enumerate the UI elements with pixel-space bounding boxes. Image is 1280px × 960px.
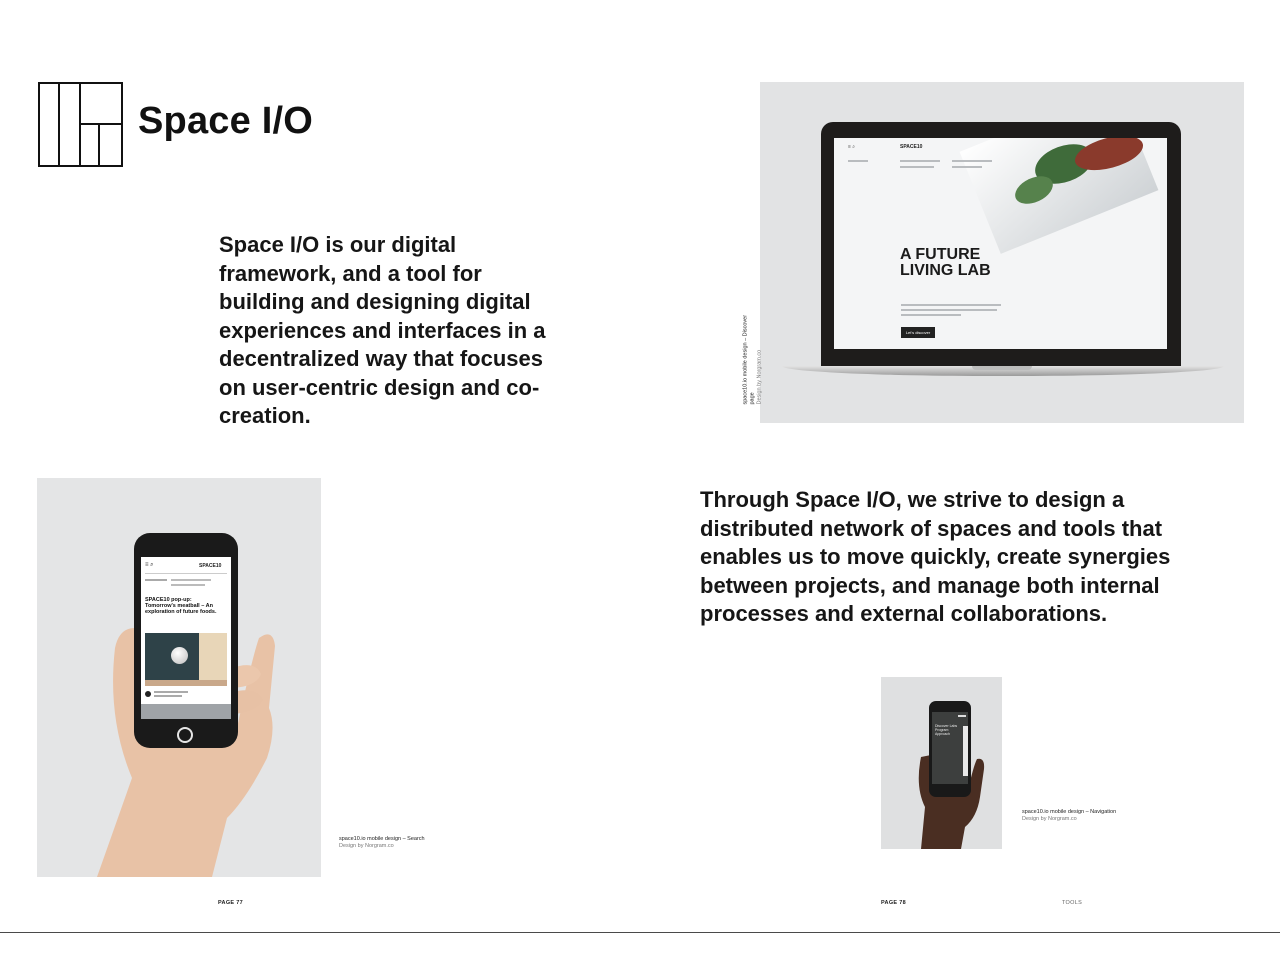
- laptop-site-brand: SPACE10: [900, 144, 923, 150]
- bottom-divider: [0, 932, 1280, 933]
- caption-line: space10.io mobile design – Navigation: [1022, 809, 1117, 815]
- section-label: TOOLS: [1062, 900, 1083, 906]
- phone-screen: [932, 712, 968, 784]
- laptop-screen: [834, 138, 1167, 349]
- phone-navigation-image: [881, 677, 1002, 849]
- body-paragraph: Through Space I/O, we strive to design a distributed network of spaces and tools that enables us to move quickly, create synergies between projects, and manage both internal processes and external collaborations.: [700, 487, 1171, 626]
- caption-line: space10.io mobile design – Discover page: [742, 314, 756, 405]
- space-io-grid-logo-icon: [38, 82, 123, 167]
- home-button: [177, 727, 193, 743]
- page-title: Space I/O: [138, 100, 313, 142]
- page-number-left: PAGE 77: [218, 900, 243, 906]
- phone-site-headline: SPACE10 pop-up: Tomorrow's meatball – An exploration of future foods.: [145, 597, 217, 615]
- laptop-image-caption: [743, 307, 764, 405]
- caption-credit: Design by Norgram.co: [339, 843, 394, 849]
- laptop-site-headline: A FUTURE LIVING LAB: [900, 246, 991, 279]
- phone-image-caption: [339, 836, 425, 850]
- laptop-menu-icons: ≡ ⌕: [848, 144, 856, 150]
- phone-nav-text: Discover Labs Program Approach: [935, 724, 958, 737]
- phone-navigation-caption: [1022, 809, 1116, 823]
- caption-credit: Design by Norgram.co: [1022, 816, 1077, 822]
- phone-site-ball: [171, 647, 188, 664]
- page-number-right: PAGE 78: [881, 900, 906, 906]
- laptop-site-button: Let's discover: [901, 327, 935, 338]
- laptop-notch: [972, 366, 1032, 370]
- phone-site-brand: SPACE10: [199, 563, 222, 569]
- caption-line: space10.io mobile design – Search: [339, 836, 425, 842]
- menu-icon: ≡ ⌕: [145, 562, 154, 568]
- caption-credit: Design by Norgram.co: [756, 349, 763, 405]
- phone-screen: [141, 557, 231, 719]
- intro-paragraph: Space I/O is our digital framework, and a tool for building and designing digital experiences and interfaces in a decentralized way that focuses on user-centric design and co-creation.: [219, 232, 546, 428]
- laptop-mockup-image: [760, 82, 1244, 423]
- phone-in-hand-image: [37, 478, 321, 877]
